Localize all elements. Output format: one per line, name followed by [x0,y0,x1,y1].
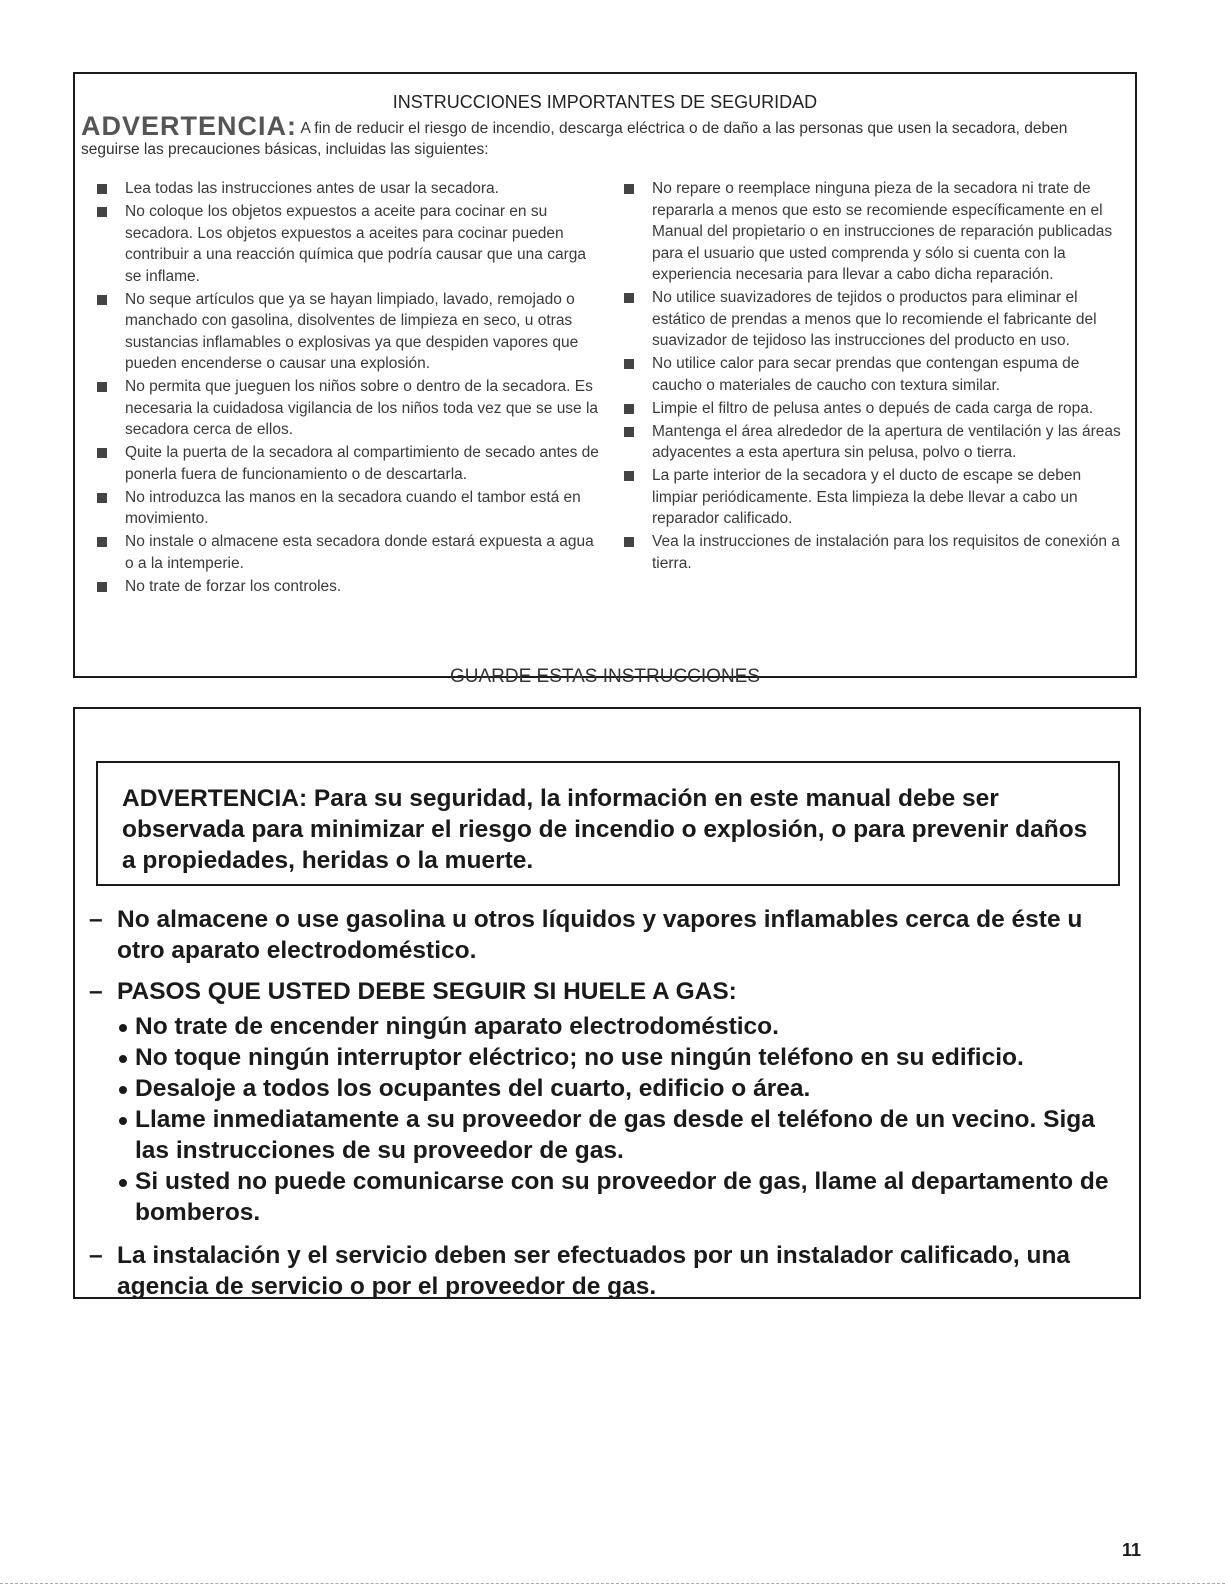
square-bullet-icon [624,537,634,547]
inner-warning-box: ADVERTENCIA: Para su seguridad, la información en este manual debe ser observada para minimizar el riesgo de incendio o explosión, o para prevenir daños a propiedades, heridas o la muerte. [96,761,1120,886]
safety-title: INSTRUCCIONES IMPORTANTES DE SEGURIDAD [392,92,818,112]
list-item: Limpie el filtro de pelusa antes o depués de cada carga de ropa. [620,398,1130,420]
square-bullet-icon [97,493,107,503]
list-item: No permita que jueguen los niños sobre o dentro de la secadora. Es necesaria la cuidadosa vigilancia de los niños toda vez que se use la secadora cerca de ellos. [93,376,603,441]
list-item: No trate de encender ningún aparato electrodoméstico. [89,1011,1129,1042]
list-item: Lea todas las instrucciones antes de usar la secadora. [93,178,603,200]
square-bullet-icon [97,184,107,194]
gas-instructions [89,904,1129,1312]
list-item: Desaloje a todos los ocupantes del cuarto, edificio o área. [89,1073,1129,1104]
square-bullet-icon [624,471,634,481]
list-item: No seque artículos que ya se hayan limpiado, lavado, remojado o manchado con gasolina, disolventes de limpieza en seco, u otras sustancias inflamables o explosivas ya que despiden vapores que pueden encenderse o causar una explosión. [93,289,603,375]
list-item: Quite la puerta de la secadora al compartimiento de secado antes de ponerla fuera de funcionamiento o de descartarla. [93,442,603,485]
warning-text: A fin de reducir el riesgo de incendio, descarga eléctrica o de daño a las personas que usen la secadora, deben seguirse las precauciones básicas, incluidas las siguientes: [81,120,1068,158]
gas-warning-box [73,707,1141,1299]
list-item: Vea la instrucciones de instalación para los requisitos de conexión a tierra. [620,531,1130,574]
list-item: Mantenga el área alrededor de la apertura de ventilación y las áreas adyacentes a esta apertura sin pelusa, polvo o tierra. [620,421,1130,464]
list-item: No introduzca las manos en la secadora cuando el tambor está en movimiento. [93,487,603,530]
list-item: Llame inmediatamente a su proveedor de gas desde el teléfono de un vecino. Siga las instrucciones de su proveedor de gas. [89,1104,1129,1166]
dot-bullet-icon [119,1024,127,1032]
dot-bullet-icon [119,1179,127,1187]
dash-bullet: – [89,906,103,933]
square-bullet-icon [624,404,634,414]
warning-paragraph [81,111,1121,160]
square-bullet-icon [97,382,107,392]
square-bullet-icon [97,537,107,547]
gas-steps-heading: PASOS QUE USTED DEBE SEGUIR SI HUELE A GAS: [117,978,737,1005]
list-item: No toque ningún interruptor eléctrico; no use ningún teléfono en su edificio. [89,1042,1129,1073]
list-item: Si usted no puede comunicarse con su proveedor de gas, llame al departamento de bomberos. [89,1166,1129,1228]
list-item: La parte interior de la secadora y el ducto de escape se deben limpiar periódicamente. Esta limpieza la debe llevar a cabo un reparador calificado. [620,465,1130,530]
save-instructions-footer: GUARDE ESTAS INSTRUCCIONES [449,666,761,687]
left-column [93,178,603,599]
square-bullet-icon [97,582,107,592]
dash-bullet: – [89,1242,103,1269]
list-item: No repare o reemplace ninguna pieza de la secadora ni trate de repararla a menos que esto se recomiende específicamente en el Manual del propietario o en instrucciones de reparación publicadas para el usuario que usted comprenda y sólo si cuenta con la experiencia necesaria para llevar a cabo dicha reparación. [620,178,1130,286]
square-bullet-icon [97,448,107,458]
list-item: No utilice calor para secar prendas que contengan espuma de caucho o materiales de caucho con textura similar. [620,353,1130,396]
dot-bullet-icon [119,1117,127,1125]
list-item: No trate de forzar los controles. [93,576,603,598]
square-bullet-icon [97,295,107,305]
right-column [620,178,1130,576]
list-item: No instale o almacene esta secadora donde estará expuesta a agua o a la intemperie. [93,531,603,574]
square-bullet-icon [97,207,107,217]
dash-bullet: – [89,978,103,1005]
dot-bullet-icon [119,1086,127,1094]
list-item: – La instalación y el servicio deben ser efectuados por un instalador calificado, una agencia de servicio o por el proveedor de gas. [89,1242,1071,1300]
warning-word: ADVERTENCIA: [81,111,298,141]
list-item: No utilice suavizadores de tejidos o productos para eliminar el estático de prendas a menos que lo recomiende el fabricante del suavizador de tejidoso las instrucciones del producto en uso. [620,287,1130,352]
square-bullet-icon [624,184,634,194]
dot-bullet-icon [119,1055,127,1063]
square-bullet-icon [624,293,634,303]
list-item: No coloque los objetos expuestos a aceite para cocinar en su secadora. Los objetos expuestos a aceites para cocinar pueden contribuir a una reacción química que podría causar que una carga se inflame. [93,201,603,287]
square-bullet-icon [624,359,634,369]
square-bullet-icon [624,427,634,437]
list-item [89,976,1129,1007]
page-divider [0,1583,1225,1584]
gas-steps-list [89,1011,1129,1228]
safety-instructions-box [73,72,1137,687]
page-number: 11 [1122,1540,1142,1560]
list-item: – No almacene o use gasolina u otros líquidos y vapores inflamables cerca de éste u otro aparato electrodoméstico. [89,906,1083,964]
